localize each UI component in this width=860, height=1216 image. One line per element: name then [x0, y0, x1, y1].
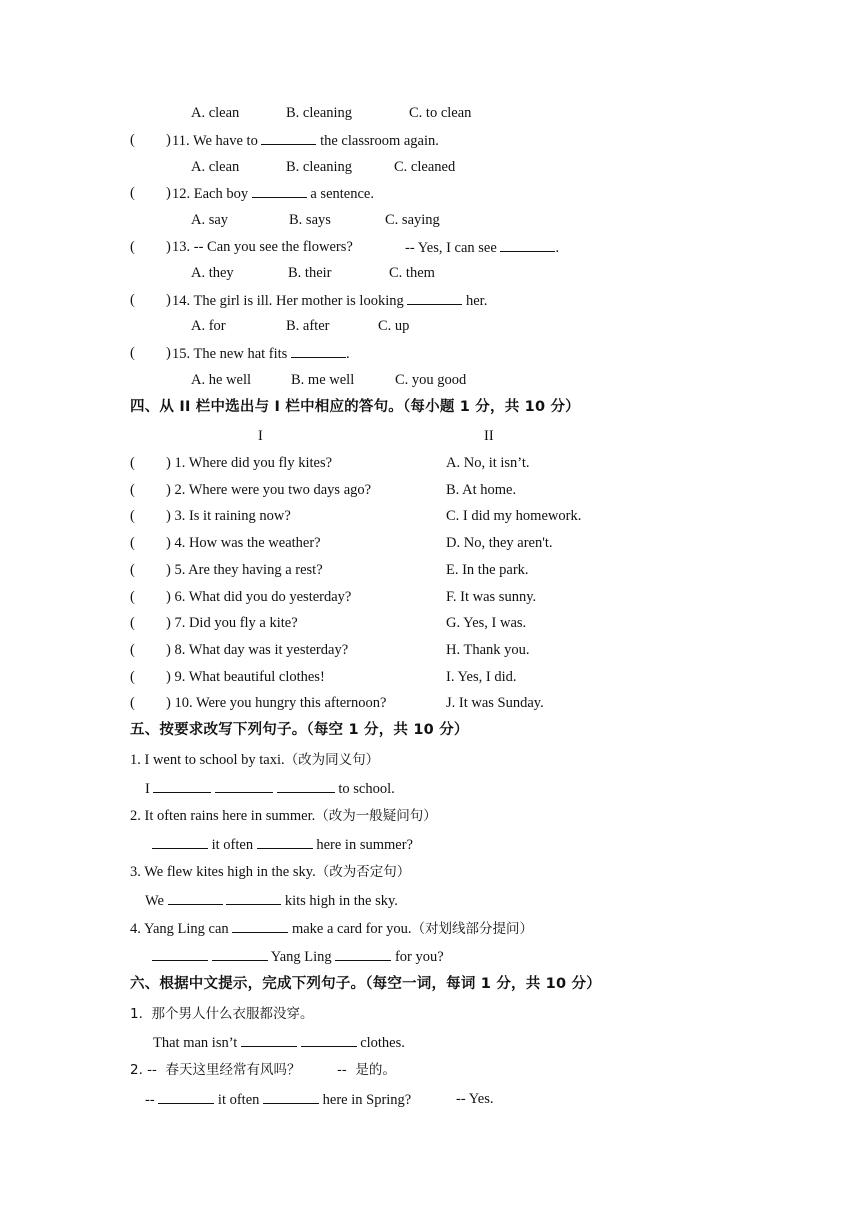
answer-blank[interactable]	[252, 183, 307, 198]
answer-paren[interactable]	[130, 237, 171, 257]
answer-text: Yang Ling	[270, 949, 332, 965]
answer-text: it often	[211, 837, 254, 853]
answer-text: clothes.	[360, 1035, 405, 1051]
answer-blank[interactable]	[263, 1089, 319, 1104]
q15-option-b: B. me well	[291, 372, 355, 388]
matching-answer: I. Yes, I did.	[446, 669, 517, 685]
q10-option-a: A. clean	[191, 105, 240, 121]
rewrite-question-1	[130, 750, 379, 770]
answer-blank[interactable]	[212, 946, 268, 961]
matching-question: ) 3. Is it raining now?	[166, 508, 291, 524]
answer-paren[interactable]	[130, 290, 171, 310]
answer-paren[interactable]: (	[130, 455, 135, 471]
answer-paren[interactable]: (	[130, 562, 135, 578]
answer-text: kits high in the sky.	[284, 893, 398, 909]
matching-question: ) 5. Are they having a rest?	[166, 562, 323, 578]
rewrite-question-3	[130, 862, 410, 882]
q11-option-a: A. clean	[191, 159, 240, 175]
matching-answer: J. It was Sunday.	[446, 695, 544, 711]
answer-paren[interactable]: (	[130, 669, 135, 685]
question-text: a sentence.	[310, 186, 374, 202]
paren-close: )	[166, 292, 171, 308]
question-text: We have to	[192, 133, 258, 149]
answer-text: We	[145, 893, 164, 909]
question-number: 11.	[172, 133, 190, 149]
answer-text: for you?	[394, 949, 444, 965]
underlined-part	[232, 918, 288, 933]
rewrite-answer-4	[152, 946, 444, 967]
question-number: 14.	[172, 293, 191, 309]
section-6-title: 六、根据中文提示，完成下列句子。（每空一词，每词 1 分，共 10 分）	[130, 976, 601, 992]
answer-paren[interactable]: (	[130, 615, 135, 631]
paren-close: )	[166, 345, 171, 361]
question-text: Each boy	[193, 186, 249, 202]
question-text: The new hat fits	[193, 346, 288, 362]
answer-blank[interactable]	[241, 1032, 297, 1047]
answer-blank[interactable]	[407, 290, 462, 305]
translate-answer-1	[153, 1032, 405, 1053]
question-text: 4. Yang Ling can	[130, 921, 229, 937]
answer-paren[interactable]: (	[130, 482, 135, 498]
answer-blank[interactable]	[168, 890, 223, 905]
translate-answer-2-reply: -- Yes.	[456, 1091, 494, 1107]
answer-blank[interactable]	[153, 778, 211, 793]
question-11	[172, 130, 439, 151]
answer-blank[interactable]	[500, 237, 555, 252]
question-15	[172, 343, 350, 364]
matching-question: ) 9. What beautiful clothes!	[166, 669, 325, 685]
answer-text: --	[145, 1092, 155, 1108]
q13-option-b: B. their	[288, 265, 332, 281]
question-text: her.	[465, 293, 488, 309]
question-text: 2. -- 春天这里经常有风吗？	[130, 1062, 301, 1078]
question-14	[172, 290, 487, 311]
q13-option-a: A. they	[191, 265, 234, 281]
question-12	[172, 183, 374, 204]
paren-open: (	[130, 345, 135, 361]
answer-text: here in Spring?	[322, 1092, 412, 1108]
question-number: 12.	[172, 186, 191, 202]
question-text: .	[345, 346, 350, 362]
matching-question: ) 2. Where were you two days ago?	[166, 482, 372, 498]
matching-answer: E. In the park.	[446, 562, 529, 578]
question-13	[172, 237, 353, 257]
q11-option-b: B. cleaning	[286, 159, 353, 175]
answer-blank[interactable]	[152, 834, 208, 849]
question-number: 15.	[172, 346, 191, 362]
paren-open: (	[130, 292, 135, 308]
rewrite-answer-1	[145, 778, 395, 799]
matching-question: ) 4. How was the weather?	[166, 535, 321, 551]
matching-question: ) 10. Were you hungry this afternoon?	[166, 695, 387, 711]
question-text: -- Can you see the flowers?	[193, 239, 353, 255]
q10-option-c: C. to clean	[409, 105, 472, 121]
q13-option-c: C. them	[389, 265, 435, 281]
answer-paren[interactable]: (	[130, 589, 135, 605]
q12-option-b: B. says	[289, 212, 331, 228]
question-number: 13.	[172, 239, 191, 255]
rewrite-answer-3	[145, 890, 398, 911]
column-i-header: I	[258, 428, 263, 444]
matching-answer: F. It was sunny.	[446, 589, 537, 605]
answer-text: to school.	[338, 781, 395, 797]
q15-option-a: A. he well	[191, 372, 251, 388]
question-text: 2. It often rains here in summer.	[130, 808, 316, 824]
question-text: 1. 那个男人什么衣服都没穿。	[130, 1006, 314, 1022]
answer-paren[interactable]: (	[130, 535, 135, 551]
paren-open: (	[130, 239, 135, 255]
translate-question-2	[130, 1060, 301, 1080]
question-text: -- Yes, I can see	[405, 240, 497, 256]
question-13-reply	[405, 237, 559, 258]
q12-option-a: A. say	[191, 212, 229, 228]
answer-paren[interactable]: (	[130, 508, 135, 524]
paren-close: )	[166, 132, 171, 148]
matching-question: ) 6. What did you do yesterday?	[166, 589, 352, 605]
answer-blank[interactable]	[291, 343, 346, 358]
rewrite-answer-2	[152, 834, 413, 855]
answer-blank[interactable]	[226, 890, 281, 905]
q12-option-c: C. saying	[385, 212, 440, 228]
instruction-note: （改为否定句）	[315, 864, 411, 880]
answer-blank[interactable]	[158, 1089, 214, 1104]
paren-open: (	[130, 132, 135, 148]
answer-paren[interactable]: (	[130, 695, 135, 711]
matching-answer: C. I did my homework.	[446, 508, 582, 524]
instruction-note: （改为一般疑问句）	[315, 808, 437, 824]
q10-option-b: B. cleaning	[286, 105, 353, 121]
q11-option-c: C. cleaned	[394, 159, 456, 175]
answer-blank[interactable]	[261, 130, 316, 145]
translate-answer-2	[145, 1089, 411, 1110]
rewrite-question-2	[130, 806, 437, 826]
q14-option-c: C. up	[378, 318, 410, 334]
answer-text: it often	[217, 1092, 260, 1108]
paren-close: )	[166, 239, 171, 255]
paren-open: (	[130, 185, 135, 201]
answer-blank[interactable]	[301, 1032, 357, 1047]
question-text: 1. I went to school by taxi.	[130, 752, 285, 768]
answer-paren[interactable]	[130, 183, 171, 203]
question-text: the classroom again.	[320, 133, 439, 149]
answer-paren[interactable]	[130, 130, 171, 150]
matching-answer: A. No, it isn’t.	[446, 455, 530, 471]
paren-close: )	[166, 185, 171, 201]
section-5-title: 五、按要求改写下列句子。（每空 1 分，共 10 分）	[130, 722, 469, 738]
section-4-title: 四、从 II 栏中选出与 I 栏中相应的答句。（每小题 1 分，共 10 分）	[130, 399, 580, 415]
question-text: The girl is ill. Her mother is looking	[193, 293, 404, 309]
matching-answer: G. Yes, I was.	[446, 615, 527, 631]
column-ii-header: II	[484, 428, 494, 444]
q15-option-c: C. you good	[395, 372, 467, 388]
answer-paren[interactable]: (	[130, 642, 135, 658]
q14-option-b: B. after	[286, 318, 330, 334]
answer-blank[interactable]	[215, 778, 273, 793]
question-text: .	[555, 240, 560, 256]
answer-paren[interactable]	[130, 343, 171, 363]
matching-answer: H. Thank you.	[446, 642, 530, 658]
matching-answer: B. At home.	[446, 482, 517, 498]
matching-question: ) 7. Did you fly a kite?	[166, 615, 298, 631]
answer-blank[interactable]	[335, 946, 391, 961]
question-text: 3. We flew kites high in the sky.	[130, 864, 316, 880]
answer-blank[interactable]	[152, 946, 208, 961]
question-text: -- 是的。	[337, 1062, 396, 1078]
translate-question-2-reply	[337, 1060, 396, 1080]
matching-question: ) 1. Where did you fly kites?	[166, 455, 333, 471]
answer-text: That man isn’t	[153, 1035, 238, 1051]
matching-question: ) 8. What day was it yesterday?	[166, 642, 349, 658]
answer-blank[interactable]	[277, 778, 335, 793]
answer-blank[interactable]	[257, 834, 313, 849]
q14-option-a: A. for	[191, 318, 226, 334]
rewrite-question-4	[130, 918, 533, 939]
question-text: make a card for you.	[291, 921, 412, 937]
instruction-note: （改为同义句）	[284, 752, 380, 768]
answer-text: here in summer?	[316, 837, 413, 853]
matching-answer: D. No, they aren't.	[446, 535, 553, 551]
answer-text: I	[145, 781, 150, 797]
translate-question-1	[130, 1004, 313, 1024]
instruction-note: （对划线部分提问）	[411, 921, 534, 937]
